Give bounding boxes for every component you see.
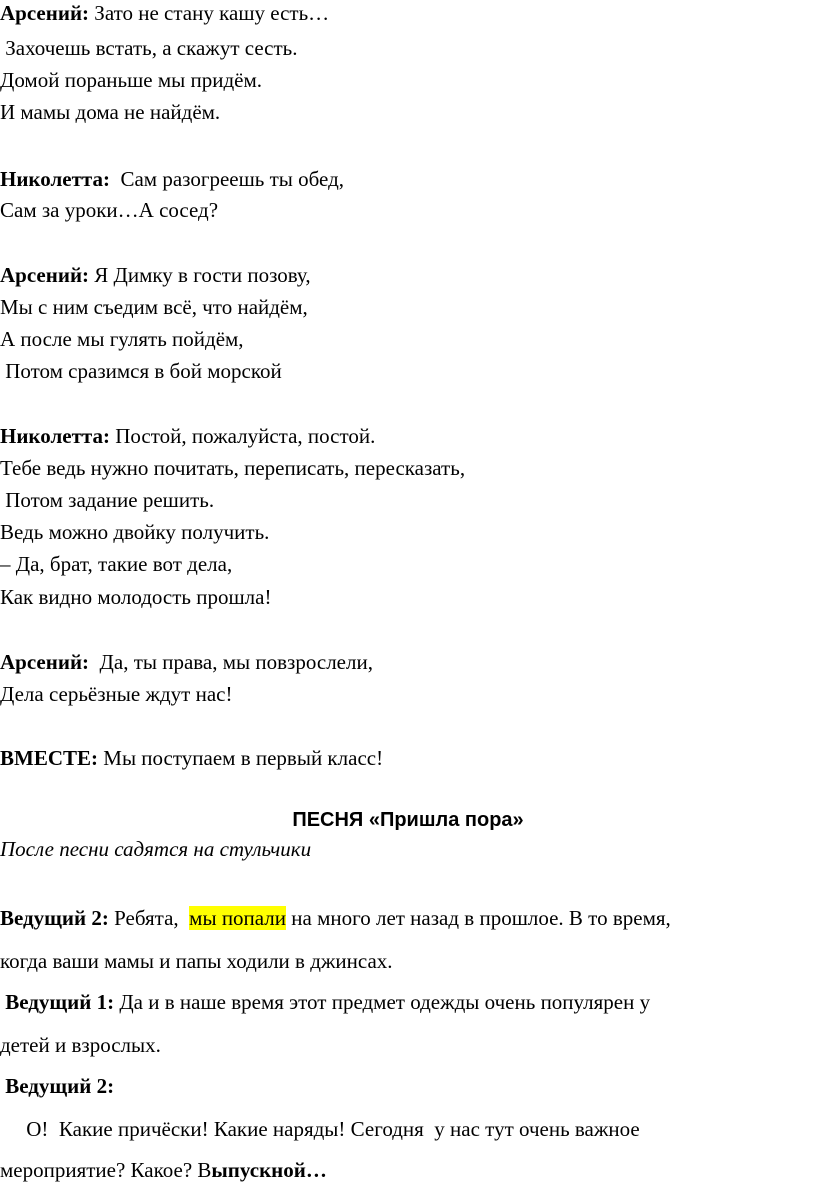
speaker-label: Арсений: [0, 650, 90, 674]
dialogue-line: детей и взрослых. [0, 1033, 161, 1057]
dialogue-line [0, 905, 671, 931]
dialogue-line [0, 745, 383, 771]
line-text: Я Димку в гости позову, [89, 263, 311, 287]
line-text: Постой, пожалуйста, постой. [109, 424, 376, 448]
dialogue-line [0, 0, 329, 26]
dialogue-line [0, 262, 311, 288]
dialogue-line: О! Какие причёски! Какие наряды! Сегодня у нас тут очень важное [0, 1117, 640, 1141]
line-text: Мы поступаем в первый класс! [98, 746, 384, 770]
line-text: Зато не стану кашу есть… [89, 1, 330, 25]
line-text: мероприятие? Какое? В [0, 1158, 212, 1182]
dialogue-line: – Да, брат, такие вот дела, [0, 552, 233, 576]
dialogue-line: Потом задание решить. [0, 488, 215, 512]
emphasized-text: ыпускной… [211, 1158, 327, 1182]
song-title: ПЕСНЯ «Пришла пора» [292, 809, 524, 831]
dialogue-line [0, 649, 373, 675]
line-text: Ребята, [108, 906, 190, 930]
dialogue-line: А после мы гулять пойдём, [0, 327, 244, 351]
dialogue-line: Сам за уроки…А сосед? [0, 198, 219, 222]
speaker-label: Арсений: [0, 1, 90, 25]
line-text: на много лет назад в прошлое. В то время, [286, 906, 671, 930]
highlighted-text: мы попали [189, 906, 287, 930]
dialogue-line: Потом сразимся в бой морской [0, 359, 282, 383]
stage-direction: После песни садятся на стульчики [0, 837, 312, 861]
line-text: Да, ты права, мы повзрослели, [89, 650, 373, 674]
dialogue-line: Дела серьёзные ждут нас! [0, 682, 233, 706]
dialogue-line: Как видно молодость прошла! [0, 585, 272, 609]
speaker-label: Николетта: [0, 424, 110, 448]
speaker-label: Ведущий 2: [0, 1074, 115, 1098]
speaker-label: Николетта: [0, 167, 110, 191]
line-text: Сам разогреешь ты обед, [109, 167, 345, 191]
speaker-label: Ведущий 2: [0, 906, 109, 930]
dialogue-line: Захочешь встать, а скажут сесть. [0, 36, 298, 60]
dialogue-line: Ведь можно двойку получить. [0, 520, 270, 544]
dialogue-line: И мамы дома не найдём. [0, 100, 221, 124]
dialogue-line: Домой пораньше мы придём. [0, 68, 262, 92]
dialogue-line: Мы с ним съедим всё, что найдём, [0, 295, 308, 319]
dialogue-line [0, 989, 650, 1015]
speaker-label: Арсений: [0, 263, 90, 287]
dialogue-line [0, 423, 375, 449]
dialogue-line [0, 1157, 327, 1183]
line-text: Да и в наше время этот предмет одежды очень популярен у [114, 990, 651, 1014]
speaker-label: ВМЕСТЕ: [0, 746, 99, 770]
dialogue-line: когда ваши мамы и папы ходили в джинсах. [0, 949, 393, 973]
dialogue-line: Тебе ведь нужно почитать, переписать, пересказать, [0, 456, 466, 480]
dialogue-line [0, 166, 344, 192]
speaker-label: Ведущий 1: [0, 990, 115, 1014]
